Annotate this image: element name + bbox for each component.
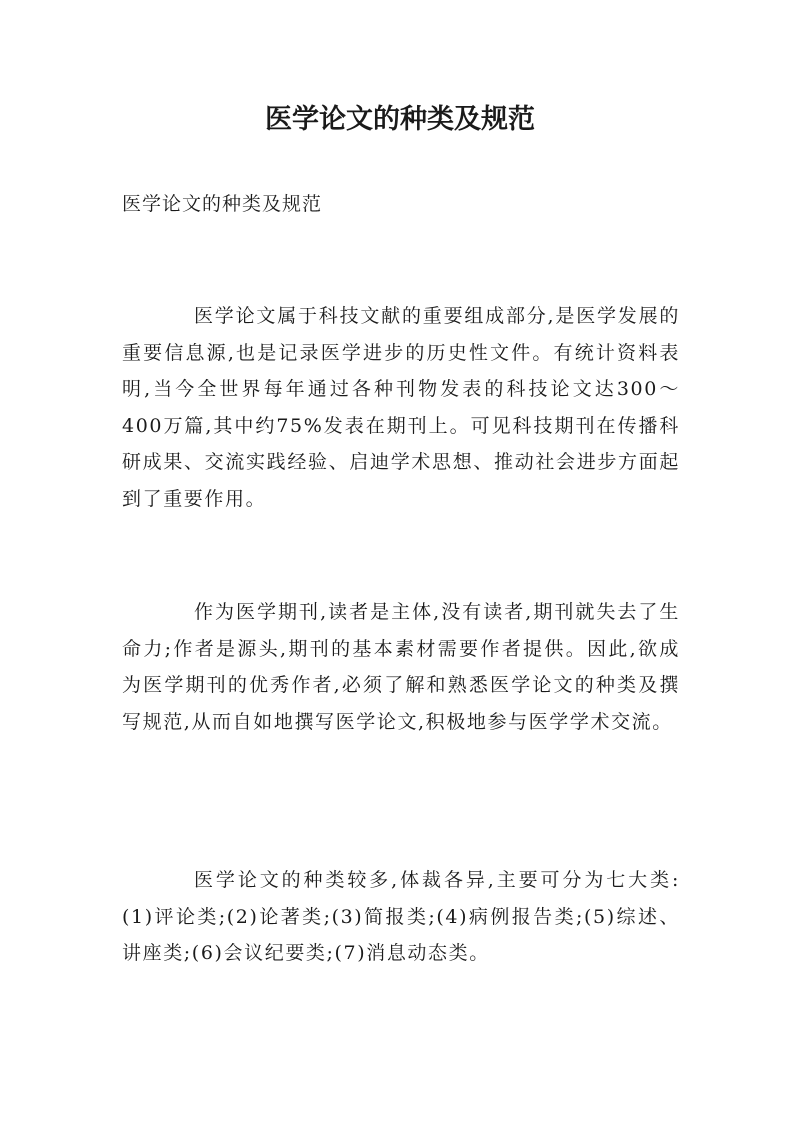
document-subtitle: 医学论文的种类及规范 (122, 193, 323, 215)
document-title: 医学论文的种类及规范 (265, 104, 535, 135)
paragraph-intro: 医学论文属于科技文献的重要组成部分,是医学发展的重要信息源,也是记录医学进步的历史性文件。有统计资料表明,当今全世界每年通过各种刊物发表的科技论文达300～400万篇,其中约75%发表在期刊上。可见科技期刊在传播科研成果、交流实践经验、启迪学术思想、推动社会进步方面起到了重要作用。 (122, 305, 680, 510)
paragraph-readers-authors: 作为医学期刊,读者是主体,没有读者,期刊就失去了生命力;作者是源头,期刊的基本素材需要作者提供。因此,欲成为医学期刊的优秀作者,必须了解和熟悉医学论文的种类及撰写规范,从而自如地撰写医学论文,积极地参与医学学术交流。 (122, 601, 680, 733)
paragraph-paper-types: 医学论文的种类较多,体裁各异,主要可分为七大类:(1)评论类;(2)论著类;(3)简报类;(4)病例报告类;(5)综述、讲座类;(6)会议纪要类;(7)消息动态类。 (122, 869, 680, 964)
